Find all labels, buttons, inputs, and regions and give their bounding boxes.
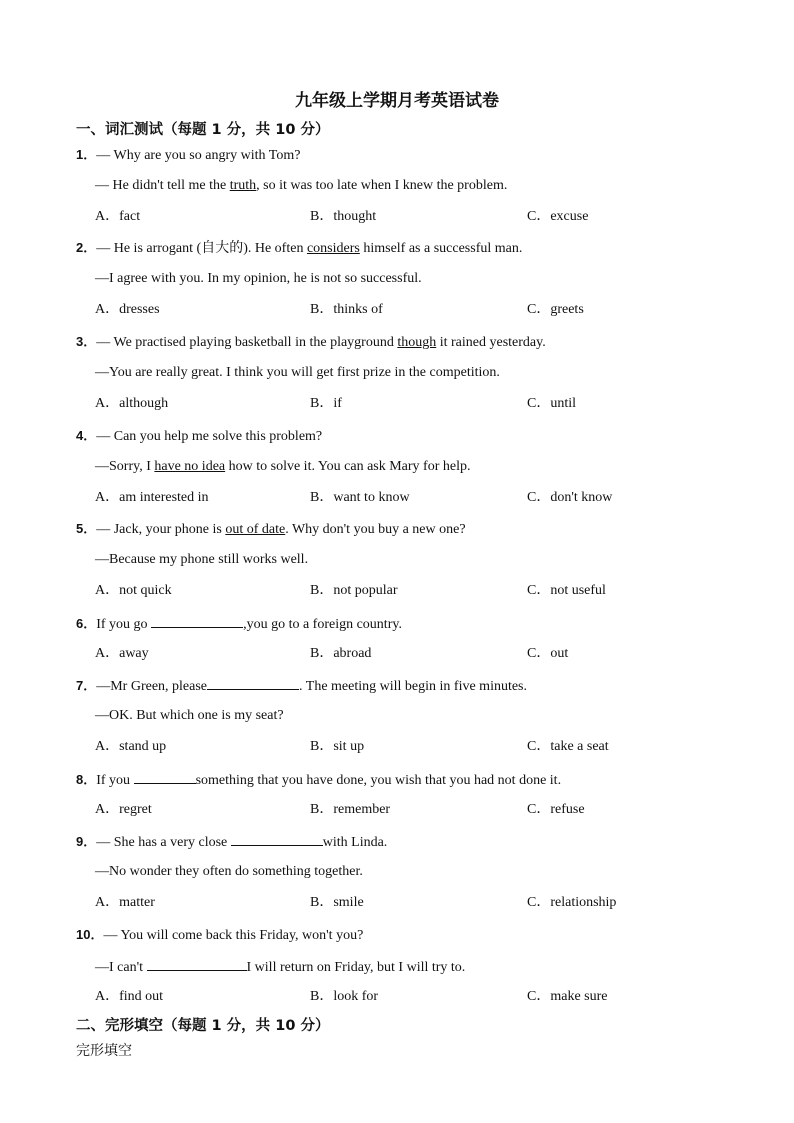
option-b[interactable]: B．not popular [310,583,398,599]
option-a[interactable]: A．fact [95,209,141,225]
dialogue-text: I will return on Friday, but I will try to. [246,960,466,976]
question-number: 5． [76,521,97,536]
question-text: If you [96,773,134,788]
option-c[interactable]: C．refuse [527,802,585,818]
question-number: 4． [76,428,97,443]
question-text: something that you have done, you wish that you had not done it. [195,773,562,788]
option-c[interactable]: C．excuse [527,209,589,225]
option-a[interactable]: A．away [95,646,149,662]
dialogue-text: —Sorry, I [95,459,155,475]
answer-blank[interactable] [134,769,196,784]
answer-options [76,800,756,831]
option-b[interactable]: B．look for [310,989,379,1005]
question-text: . The meeting will begin in five minutes. [299,679,528,694]
question-text: himself as a successful man. [359,241,523,256]
question-number: 1． [76,147,97,162]
answer-options [76,207,756,238]
option-b[interactable]: B．remember [310,802,391,818]
question-text: — Jack, your phone is [96,522,226,537]
option-a[interactable]: A．am interested in [95,490,209,506]
answer-options [76,581,756,612]
question-number: 6． [76,616,97,631]
option-c[interactable]: C．not useful [527,583,606,599]
answer-options [76,893,756,924]
option-c[interactable]: C．until [527,396,577,412]
underlined-word: have no idea [154,459,226,475]
dialogue-text: —I agree with you. In my opinion, he is not so successful. [95,271,422,287]
answer-options [76,737,756,768]
answer-blank[interactable] [151,613,243,628]
option-b[interactable]: B．thinks of [310,302,383,318]
answer-options [76,394,756,425]
question-6 [76,613,756,675]
answer-options [76,488,756,519]
option-b[interactable]: B．if [310,396,342,412]
question-10 [76,925,756,1018]
dialogue-text: how to solve it. You can ask Mary for help. [225,459,471,475]
dialogue-text: —You are really great. I think you will get first prize in the competition. [95,365,500,381]
underlined-word: though [397,335,437,350]
question-text: . Why don't you buy a new one? [285,522,466,537]
question-number: 10． [76,927,104,942]
question-7 [76,675,756,768]
option-c[interactable]: C．out [527,646,569,662]
dialogue-text: —Because my phone still works well. [95,552,309,568]
option-a[interactable]: A．matter [95,895,155,911]
page-title: 九年级上学期月考英语试卷 [295,91,499,111]
option-c[interactable]: C．relationship [527,895,617,911]
question-text: — She has a very close [96,835,231,850]
option-c[interactable]: C．make sure [527,989,608,1005]
underlined-word: considers [306,241,360,256]
option-b[interactable]: B．want to know [310,490,410,506]
question-9 [76,831,756,924]
underlined-word: out of date [225,522,286,537]
question-text: ,you go to a foreign country. [243,617,402,632]
question-number: 7． [76,678,97,693]
option-a[interactable]: A．stand up [95,739,167,755]
option-a[interactable]: A．not quick [95,583,172,599]
option-b[interactable]: B．sit up [310,739,365,755]
question-text: with Linda. [322,835,388,850]
question-text: — Why are you so angry with Tom? [96,148,301,163]
question-text: it rained yesterday. [436,335,546,350]
option-a[interactable]: A．although [95,396,169,412]
question-text: If you go [96,617,152,632]
question-2 [76,238,756,331]
dialogue-text: , so it was too late when I knew the problem. [256,178,508,194]
question-text: — Can you help me solve this problem? [96,429,323,444]
question-number: 8． [76,772,97,787]
question-text: —Mr Green, please [96,679,208,694]
option-a[interactable]: A．find out [95,989,164,1005]
answer-blank[interactable] [207,675,299,690]
answer-options [76,644,756,675]
dialogue-text: —OK. But which one is my seat? [95,708,284,724]
option-b[interactable]: B．abroad [310,646,372,662]
question-4 [76,426,756,519]
question-8 [76,769,756,831]
dialogue-text: — He didn't tell me the [95,178,230,194]
dialogue-text: —No wonder they often do something together. [95,864,363,880]
option-c[interactable]: C．don't know [527,490,613,506]
question-text: — He is arrogant (自大的). He often [96,241,307,256]
question-number: 2． [76,240,97,255]
question-3 [76,332,756,425]
dialogue-text: —I can't [95,960,147,976]
answer-options [76,300,756,331]
option-b[interactable]: B．smile [310,895,364,911]
question-text: — We practised playing basketball in the playground [96,335,398,350]
section-heading-vocabulary: 一、词汇测试（每题 1 分，共 10 分） [76,122,330,138]
section-heading-cloze: 二、完形填空（每题 1 分，共 10 分） [76,1018,330,1034]
option-a[interactable]: A．dresses [95,302,160,318]
option-b[interactable]: B．thought [310,209,377,225]
question-number: 9． [76,834,97,849]
option-c[interactable]: C．greets [527,302,584,318]
option-a[interactable]: A．regret [95,802,152,818]
section-subheading: 完形填空 [76,1043,132,1059]
question-5 [76,519,756,612]
option-c[interactable]: C．take a seat [527,739,609,755]
question-number: 3． [76,334,97,349]
question-text: — You will come back this Friday, won't you? [103,928,364,943]
underlined-word: truth [229,178,257,194]
answer-blank[interactable] [231,831,323,846]
answer-blank[interactable] [147,956,247,971]
question-1 [76,145,756,238]
